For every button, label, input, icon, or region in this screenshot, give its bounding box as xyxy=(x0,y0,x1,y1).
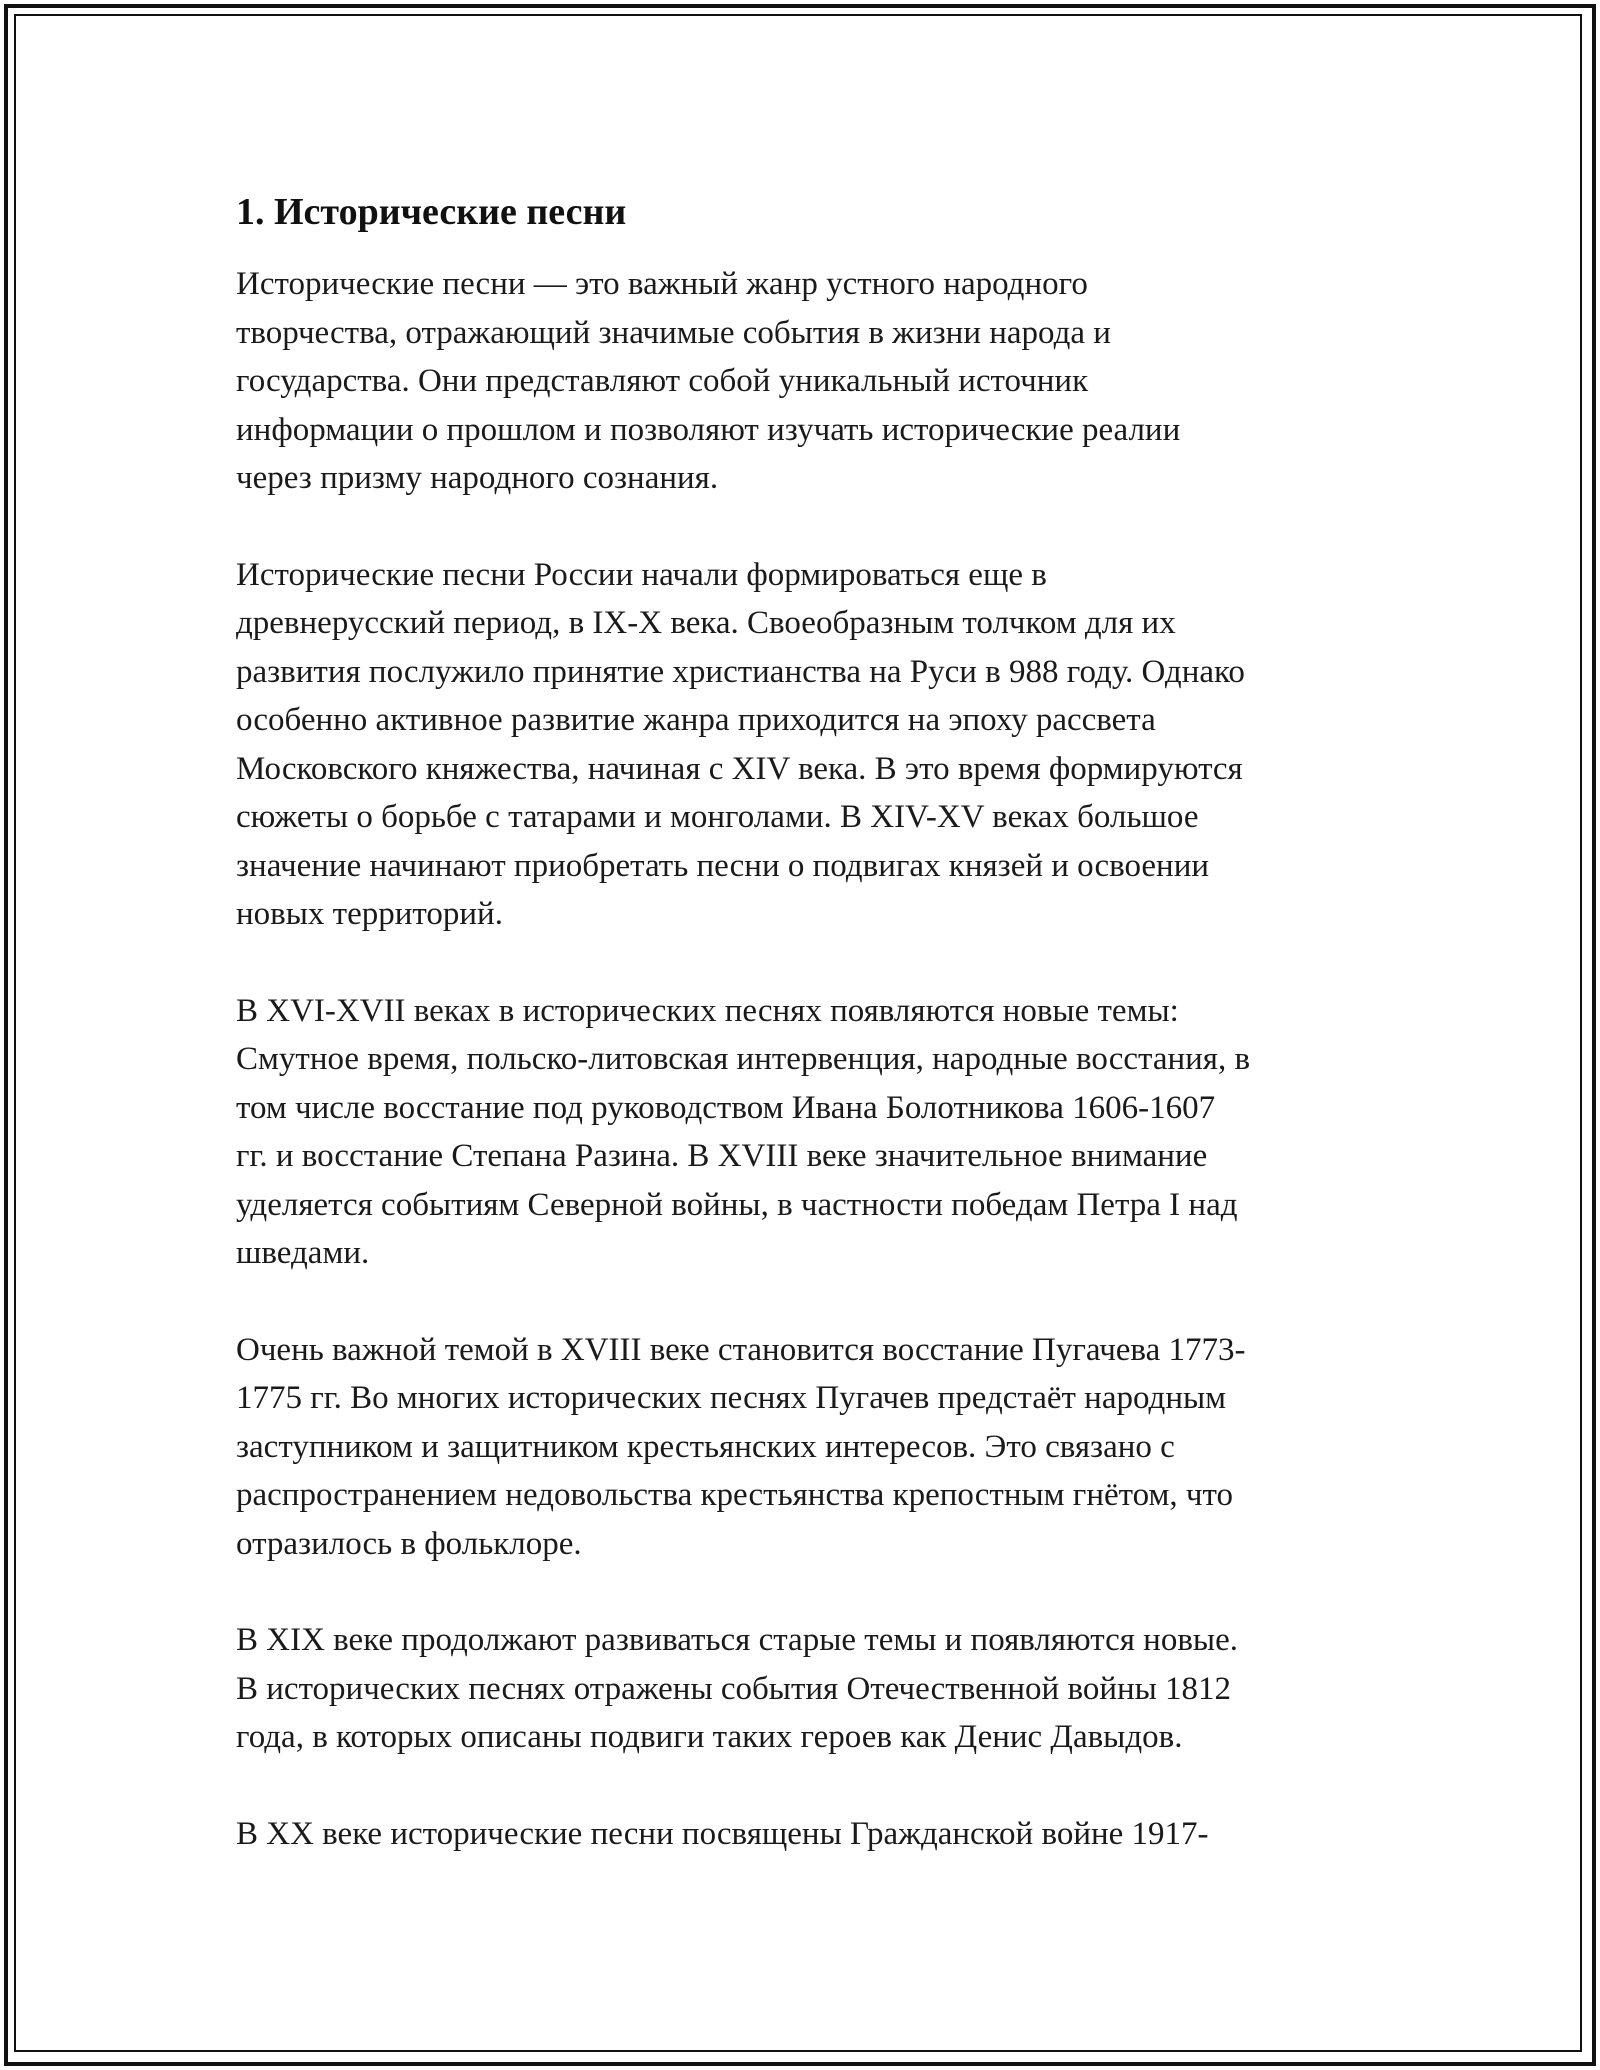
text-line: В исторических песнях отражены события Отечественной войны 1812 xyxy=(236,1670,1232,1707)
text-line: том числе восстание под руководством Ивана Болотникова 1606-1607 xyxy=(236,1089,1216,1126)
text-line: Исторические песни России начали формироваться еще в xyxy=(236,556,1047,593)
text-line: значение начинают приобретать песни о подвигах князей и освоении xyxy=(236,847,1210,884)
text-line: года, в которых описаны подвиги таких героев как Денис Давыдов. xyxy=(236,1719,1183,1755)
paragraph-list xyxy=(236,260,1386,1858)
text-line: заступником и защитником крестьянских интересов. Это связано с xyxy=(236,1428,1175,1465)
paragraph xyxy=(236,1326,1386,1569)
text-line: уделяется событиям Северной войны, в частности победам Петра I над xyxy=(236,1186,1238,1223)
text-line: 1775 гг. Во многих исторических песнях Пугачев предстаёт народным xyxy=(236,1380,1227,1416)
paragraph xyxy=(236,260,1386,503)
text-line: творчества, отражающий значимые события в жизни народа и xyxy=(236,314,1111,351)
text-line: В XVI-XVII веках в исторических песнях появляются новые темы: xyxy=(236,992,1179,1029)
text-line: сюжеты о борьбе с татарами и монголами. В XIV-XV веках большое xyxy=(236,799,1199,835)
text-line: древнерусский период, в IX-X века. Своеобразным толчком для их xyxy=(236,605,1176,641)
text-line: через призму народного сознания. xyxy=(236,460,719,496)
text-line: новых территорий. xyxy=(236,896,503,932)
text-line: Смутное время, польско-литовская интервенция, народные восстания, в xyxy=(236,1041,1251,1077)
paragraph xyxy=(236,551,1386,939)
text-line: шведами. xyxy=(236,1235,370,1271)
text-line: В XX веке исторические песни посвящены Гражданской войне 1917- xyxy=(236,1815,1209,1852)
text-line: отразилось в фольклоре. xyxy=(236,1525,582,1562)
text-line: Очень важной темой в XVIII веке становится восстание Пугачева 1773- xyxy=(236,1331,1246,1368)
text-line: информации о прошлом и позволяют изучать исторические реалии xyxy=(236,411,1181,448)
text-line: государства. Они представляют собой уникальный источник xyxy=(236,363,1089,399)
text-line: гг. и восстание Степана Разина. В XVIII веке значительное внимание xyxy=(236,1138,1208,1174)
text-line: В XIX веке продолжают развиваться старые темы и появляются новые. xyxy=(236,1622,1238,1658)
paragraph xyxy=(236,987,1386,1278)
paragraph xyxy=(236,1616,1386,1762)
text-line: Исторические песни — это важный жанр устного народного xyxy=(236,266,1088,302)
text-line: распространением недовольства крестьянства крепостным гнётом, что xyxy=(236,1477,1233,1513)
section-heading: 1. Исторические песни xyxy=(236,191,627,233)
text-line: Московского княжества, начиная с XIV века. В это время формируются xyxy=(236,750,1243,787)
paragraph xyxy=(236,1810,1386,1859)
text-line: особенно активное развитие жанра приходится на эпоху рассвета xyxy=(236,702,1156,738)
document-body xyxy=(236,184,1386,1906)
text-line: развития послужило принятие христианства на Руси в 988 году. Однако xyxy=(236,653,1245,690)
